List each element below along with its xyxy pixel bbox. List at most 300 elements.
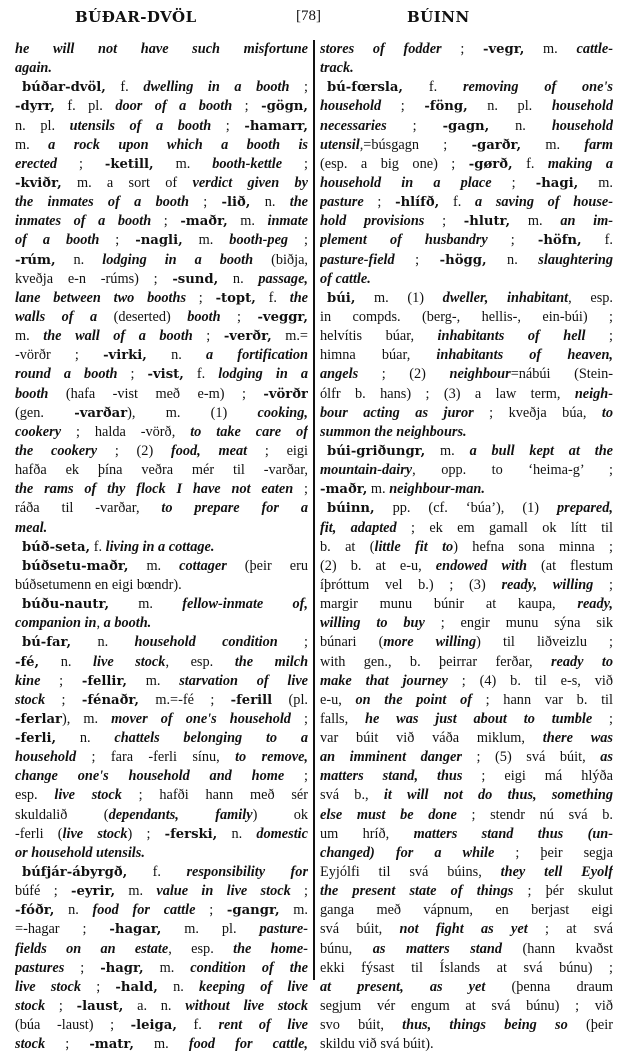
gloss: matters stand thus (un- [413, 825, 613, 842]
gloss: inmate [267, 213, 308, 230]
text-run: =nábúi (Stein- [510, 366, 613, 383]
gloss: on the point of [355, 691, 472, 708]
text-line [320, 978, 613, 997]
gloss: live stock [54, 787, 122, 804]
text-run: m. [367, 481, 390, 498]
text-line [15, 251, 308, 270]
text-run: f. [176, 1017, 219, 1034]
text-run: ; hann var b. til [471, 691, 613, 708]
text-run: ; [290, 883, 308, 900]
gloss: making a [547, 155, 613, 172]
text-run: (biðja, [253, 251, 308, 268]
text-line [320, 882, 613, 901]
headword: -eyrir, [70, 884, 116, 900]
text-line [15, 59, 308, 78]
gloss: a bull kept at the [469, 442, 613, 459]
text-line [320, 289, 613, 308]
text-run: ; [381, 98, 425, 115]
text-run: f. pl. [54, 98, 116, 115]
text-run: ; eigi má hlýða [462, 768, 613, 785]
gloss: meal. [15, 519, 48, 536]
text-run: (2) b. at e-u, [320, 557, 436, 574]
gloss: he will not have such misfortune [15, 41, 308, 57]
gloss: matters stand, thus [320, 768, 463, 785]
gloss: bour acting as juror [320, 404, 474, 421]
text-run: segjum vér engum at svá búnu) ; við [320, 998, 613, 1015]
gloss: stores of fodder [320, 41, 442, 57]
gloss: without live stock [185, 998, 308, 1015]
text-run: ; [99, 232, 136, 249]
text-run: n. [55, 251, 103, 268]
text-run: n. [54, 902, 93, 919]
text-line [320, 461, 613, 480]
text-line [15, 940, 308, 959]
text-run: n. [217, 825, 257, 842]
gloss: to remove, [235, 749, 308, 766]
gloss: neighbour-man. [389, 481, 485, 498]
text-run: ), m. [62, 710, 112, 727]
text-line [320, 346, 613, 365]
left-column [15, 40, 308, 1054]
text-line [320, 538, 613, 557]
gloss: to [601, 404, 613, 421]
text-run: ) ; [127, 825, 165, 842]
headword: búðar-dvöl, [22, 80, 106, 96]
text-line [15, 155, 308, 174]
gloss: fields on an estate [15, 940, 169, 957]
headword: -högg, [439, 252, 487, 268]
text-run: (at flestum [526, 557, 613, 574]
gloss: fellow-inmate of, [182, 596, 308, 613]
gloss: at present, as yet [320, 978, 486, 995]
gloss: as [600, 749, 613, 766]
gloss: value in live stock [156, 883, 291, 900]
headword: -kviðr, [15, 175, 62, 191]
headword: -fóðr, [15, 903, 55, 919]
text-run: ; [188, 194, 222, 211]
text-run: (þeir [567, 1017, 613, 1034]
gloss: walls of a [15, 308, 98, 325]
text-line [15, 385, 308, 404]
text-run: in compds. (berg-, hellis-, ein-búi) ; [320, 308, 613, 325]
text-run: ; [64, 959, 101, 976]
headword: -maðr, [180, 214, 228, 230]
gloss: kine [15, 672, 41, 689]
gloss: dweller, inhabitant [442, 289, 569, 306]
headword: -varðar [74, 405, 128, 421]
gloss: stock [15, 998, 46, 1015]
text-run: um hríð, [320, 825, 414, 842]
text-line [15, 825, 308, 844]
headword: -veggr, [257, 309, 308, 325]
headword: -hagar, [109, 922, 162, 938]
gloss: ready, [577, 596, 613, 613]
gloss: willing to buy [320, 615, 425, 632]
text-run: f. [512, 155, 548, 172]
gloss: the inmates of a booth [15, 194, 189, 211]
text-run: m.=-fé ; [138, 691, 231, 708]
headword: búi-griðungr, [327, 443, 426, 459]
gloss: farm [584, 136, 613, 153]
text-run: ; (2) [358, 366, 450, 383]
gloss: stock [15, 691, 46, 708]
text-line [320, 786, 613, 805]
gloss: angels [320, 366, 359, 383]
gloss: keeping of live [199, 978, 308, 995]
headword: -gagn, [442, 118, 490, 134]
gloss: household [320, 98, 382, 115]
text-run: n. [56, 730, 115, 747]
text-line [320, 59, 613, 78]
text-line [320, 193, 613, 212]
headword: -matr, [89, 1037, 134, 1053]
headword: -hlífð, [395, 195, 440, 211]
text-run: ; [284, 768, 308, 785]
headword: -ferli, [15, 731, 57, 747]
text-line [15, 633, 308, 652]
text-run: m. pl. [161, 921, 260, 938]
gloss: condition of the [190, 959, 308, 976]
gloss: cooking, [257, 404, 308, 421]
text-run: ; [394, 251, 440, 268]
headword: -lið, [221, 195, 251, 211]
text-run: ; [45, 691, 82, 708]
text-run: m. [279, 902, 308, 919]
text-run: helvítis búar, [320, 328, 438, 345]
text-line [15, 614, 308, 633]
text-line [320, 959, 613, 978]
text-run: f. [439, 194, 475, 211]
headword: -hald, [115, 979, 158, 995]
text-run: m. a sort of [61, 174, 193, 191]
text-line [320, 920, 613, 939]
text-run: (gen. [15, 404, 75, 421]
headword: -leiga, [130, 1018, 177, 1034]
text-run: ; [81, 978, 116, 995]
text-run: ; [592, 710, 613, 727]
right-column [320, 40, 613, 1054]
gloss: an im- [560, 213, 613, 230]
text-line [15, 710, 308, 729]
text-run: ; kveðja búa, [473, 404, 602, 421]
gloss: ready to [550, 653, 613, 670]
text-run: , esp. [165, 653, 235, 670]
text-run: svá búit, [320, 921, 400, 938]
text-line [320, 844, 613, 863]
text-line [320, 595, 613, 614]
gloss: live stock [15, 978, 82, 995]
gloss: round a booth [15, 366, 118, 383]
headword: -hagr, [100, 960, 144, 976]
gloss: verdict given by [192, 174, 308, 191]
text-run: hafða ek þína veðra mér til -varðar, [15, 462, 308, 479]
text-line [320, 136, 613, 155]
text-run: ; [386, 117, 443, 134]
gloss: the cookery [15, 442, 98, 459]
gloss: responsibility for [186, 864, 308, 881]
text-run: ; [186, 289, 216, 306]
gloss: pasture [320, 194, 364, 211]
text-run: ; (4) b. til e-s, við [447, 672, 613, 689]
text-run: búfé ; [15, 883, 71, 900]
gloss: rent of live [218, 1017, 308, 1034]
gloss: neighbour [449, 366, 511, 383]
text-line [320, 404, 613, 423]
gloss: live stock [93, 653, 166, 670]
text-run: ; halda -vörð, [61, 423, 191, 440]
gloss: hold provisions [320, 213, 425, 230]
text-run: n. [71, 634, 135, 651]
text-run: ólfr b. hans) ; (3) a law term, [320, 385, 575, 402]
text-line [15, 844, 308, 863]
text-run: f. [127, 864, 187, 881]
text-run: ; [491, 174, 536, 191]
gloss: to prepare for a [161, 500, 308, 517]
headword: -sund, [172, 271, 219, 287]
gloss: live stock [62, 825, 128, 842]
text-run: m. [524, 41, 577, 57]
text-run: pp. (cf. ‘búa’), (1) [374, 500, 557, 517]
text-run: f. [90, 538, 106, 555]
text-run: m. [521, 136, 585, 153]
gloss: inmates of a booth [15, 213, 152, 230]
text-run: f. [105, 79, 144, 96]
gloss: booth [187, 308, 221, 325]
text-run: ; hafði hann með sér [121, 787, 308, 804]
text-line [320, 251, 613, 270]
gloss: an imminent danger [320, 749, 462, 766]
headword: -hamarr, [244, 118, 308, 134]
gloss: the home- [233, 940, 308, 957]
text-run: m. [182, 232, 230, 249]
gloss: the wall of a booth [43, 328, 193, 345]
running-header [0, 6, 625, 28]
text-line [15, 404, 308, 423]
gloss: lodging in a booth [102, 251, 254, 268]
text-run: , opp. to ‘heima-g’ ; [412, 462, 613, 479]
text-run: ; [151, 213, 181, 230]
gloss: inhabitants of hell [437, 328, 586, 345]
gloss: lane between two booths [15, 289, 187, 306]
gloss: household condition [134, 634, 278, 651]
text-run: ; [195, 902, 227, 919]
text-line [15, 231, 308, 250]
text-run: ekki fýsast til Íslands at svá búnu) ; [320, 959, 613, 976]
gloss: to take care of [190, 423, 308, 440]
gloss: cattle- [576, 41, 613, 57]
text-run: ; [293, 481, 308, 498]
text-line [15, 78, 308, 97]
gloss: more willing [383, 634, 477, 651]
gloss: of cattle. [320, 270, 371, 287]
text-run: n. [218, 270, 259, 287]
text-line [15, 117, 308, 136]
text-run: ; [211, 117, 245, 134]
text-line [320, 940, 613, 959]
text-line [320, 480, 613, 499]
headword: búðsetu-maðr, [22, 558, 129, 574]
gloss: he was just about to tumble [365, 710, 593, 727]
text-run: ; þeir segja [494, 844, 613, 861]
text-run: svá b., [320, 787, 384, 804]
headword: -vörðr [263, 386, 308, 402]
text-run: ; [290, 710, 308, 727]
text-run: Eyjólfi til svá búins, [320, 864, 501, 881]
text-line [320, 78, 613, 97]
text-line [320, 710, 613, 729]
gloss: of a booth [15, 232, 100, 249]
text-line [320, 174, 613, 193]
gloss: booth [15, 385, 49, 402]
gloss: cookery [15, 423, 62, 440]
text-run: ; [220, 308, 258, 325]
column-divider [313, 40, 315, 980]
headword: -vist, [147, 367, 184, 383]
text-line [15, 308, 308, 327]
gloss: pasture-field [320, 251, 395, 268]
text-run: ; [288, 232, 308, 249]
text-run: búnari ( [320, 634, 384, 651]
text-line [15, 136, 308, 155]
text-run: ; [282, 155, 308, 172]
text-line [15, 672, 308, 691]
text-line [15, 538, 308, 557]
text-run: skuldalið ( [15, 806, 109, 823]
text-run: búnu, [320, 940, 373, 957]
text-run: ráða til -varðar, [15, 500, 162, 517]
text-run: ; [424, 213, 464, 230]
text-line [15, 978, 308, 997]
text-line [15, 40, 308, 59]
text-run: svo búit, [320, 1017, 403, 1034]
text-line [320, 365, 613, 384]
headword: -fé, [15, 654, 40, 670]
text-run: ; [57, 155, 105, 172]
gloss: household [551, 98, 613, 115]
text-line [320, 1035, 613, 1054]
text-line [15, 691, 308, 710]
text-line [320, 212, 613, 231]
text-run: ; [232, 98, 262, 115]
gloss: neigh- [574, 385, 613, 402]
gloss: household in a place [320, 174, 492, 191]
text-line [320, 614, 613, 633]
text-line [320, 1016, 613, 1035]
text-run: ; [45, 1036, 90, 1053]
gloss: household [15, 749, 77, 766]
text-run: n. pl. [15, 117, 70, 134]
text-run: búðsetumenn en eigi bœndr). [15, 576, 182, 593]
text-run: m. [227, 213, 268, 230]
gloss: necessaries [320, 117, 387, 134]
text-run: m. [15, 136, 49, 153]
text-run: esp. [15, 787, 55, 804]
gloss: a rock upon which a booth is [48, 136, 308, 153]
text-run: , esp. [568, 289, 613, 306]
text-line [15, 193, 308, 212]
text-line [320, 901, 613, 920]
gloss: plement of husbandry [320, 232, 488, 249]
gloss: food, meat [170, 442, 248, 459]
text-run: ; [277, 634, 308, 651]
gloss: the present state of things [320, 883, 514, 900]
text-line [320, 748, 613, 767]
gloss: dwelling in a booth [143, 79, 290, 96]
text-line [320, 308, 613, 327]
text-run: f. [255, 289, 290, 306]
text-run: n. [250, 194, 290, 211]
gloss: little fit to [374, 538, 454, 555]
headword: -vegr, [483, 42, 525, 57]
text-run: ; [40, 672, 82, 689]
gloss: a booth. [103, 615, 152, 632]
text-run: ganga með vápnum, en berjast eigi [320, 902, 613, 919]
text-line [320, 672, 613, 691]
gloss: slaughtering [538, 251, 613, 268]
text-line [320, 117, 613, 136]
text-line [320, 385, 613, 404]
text-run: ; [441, 41, 484, 57]
text-line [320, 40, 613, 59]
headword: -dyrr, [15, 99, 55, 115]
text-run: var búit við váða miklum, [320, 730, 543, 747]
text-line [320, 806, 613, 825]
text-run: ) ok [252, 806, 308, 823]
text-run: a. n. [123, 998, 186, 1015]
gloss: there was [542, 730, 613, 747]
gloss: domestic [256, 825, 308, 842]
text-run: n. [146, 347, 206, 364]
gloss: the [289, 289, 308, 306]
gloss: else must be done [320, 806, 457, 823]
page-number: [78] [296, 8, 321, 24]
gloss: a fortification [205, 347, 308, 364]
text-run: , [96, 615, 104, 632]
headword: -gørð, [468, 156, 513, 172]
gloss: companion in [15, 615, 97, 632]
gloss: the rams of thy flock I have not eaten [15, 481, 294, 498]
gloss: thus, things being so [402, 1017, 568, 1034]
text-line [15, 461, 308, 480]
gloss: food for cattle [92, 902, 196, 919]
text-run: m. [133, 1036, 189, 1053]
gloss: door of a booth [115, 98, 233, 115]
gloss: they tell Eyolf [500, 864, 613, 881]
headword: -ketill, [104, 156, 154, 172]
text-line [15, 920, 308, 939]
text-run: m.= [271, 328, 308, 345]
text-run: ; stendr nú svá b. [456, 806, 613, 823]
text-line [15, 1016, 308, 1035]
text-run: ,=búsgagn ; [359, 136, 472, 153]
text-run: n. [489, 117, 552, 134]
headword: búð-seta, [22, 539, 91, 555]
text-run: m. [15, 328, 44, 345]
text-line [320, 576, 613, 595]
text-run: =-hagar ; [15, 921, 110, 938]
text-line [15, 576, 308, 595]
text-line [15, 97, 308, 116]
gloss: dependants, family [108, 806, 253, 823]
text-line [15, 1035, 308, 1054]
text-line [15, 423, 308, 442]
gloss: stock [15, 1036, 46, 1053]
gloss: living in a cottage. [105, 538, 215, 555]
text-line [320, 270, 613, 289]
headword: -gögn, [261, 99, 308, 115]
gloss: again. [15, 60, 52, 77]
text-run: f. [183, 366, 219, 383]
